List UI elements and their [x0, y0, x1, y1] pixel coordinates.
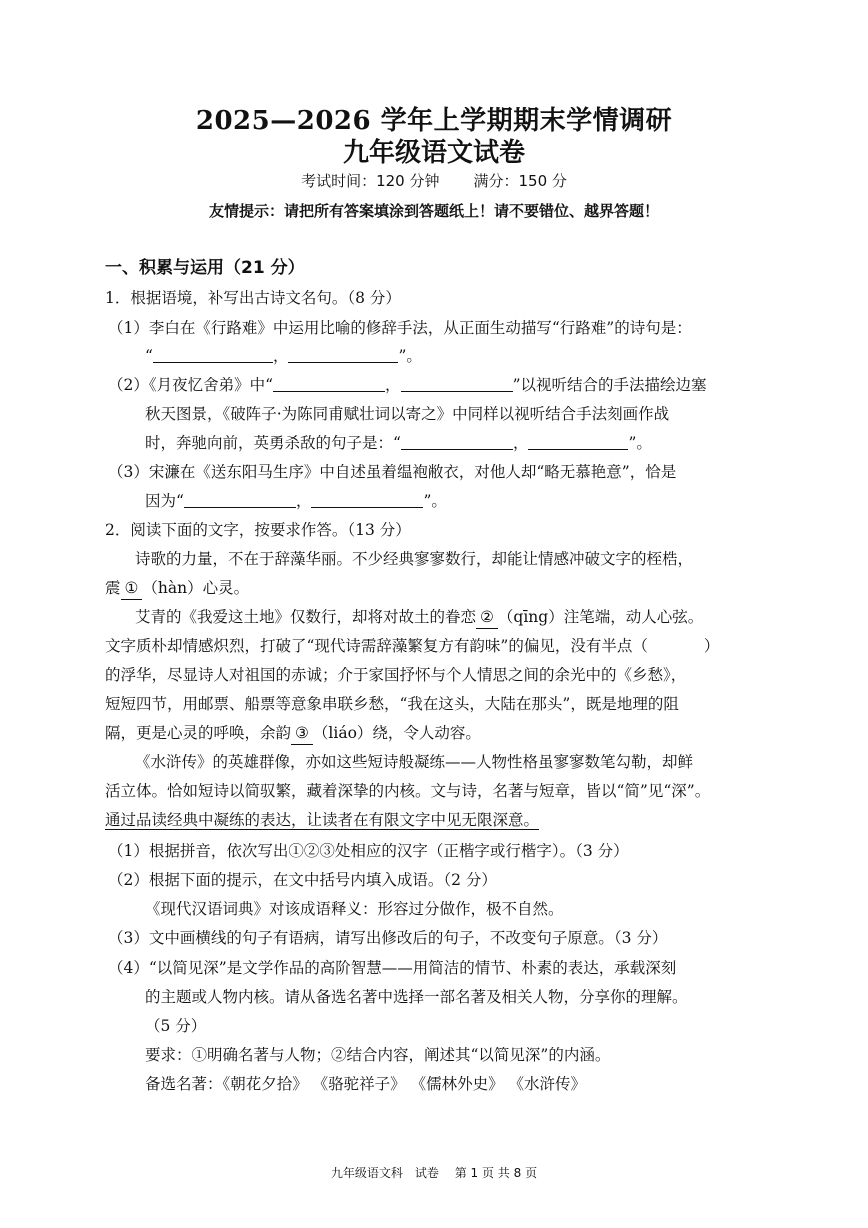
passage-p3-line2: 活立体。恰如短诗以简驭繁，藏着深挚的内核。文与诗，名著与短章，皆以“简”见“深”。	[105, 782, 711, 800]
q2-sub4-line2: 的主题或人物内核。请从备选名著中选择一部名著及相关人物，分享你的理解。	[145, 988, 688, 1006]
comma: ，	[295, 492, 312, 510]
q2-sub4-requirement: 要求：①明确名著与人物；②结合内容，阐述其“以简见深”的内涵。	[145, 1046, 611, 1064]
text-segment: （2）《月夜忆舍弟》中“	[108, 376, 274, 394]
answer-blank[interactable]	[184, 491, 296, 508]
quote-close: ”。	[398, 347, 422, 365]
text-segment: ”。	[423, 492, 447, 510]
text-segment: 因为“	[145, 492, 184, 510]
q1-sub1-blanks	[145, 345, 810, 367]
page-footer: 九年级语文科 试卷 第 1 页 共 8 页	[330, 1166, 538, 1180]
passage-p3-line3	[105, 809, 770, 831]
answer-blank[interactable]	[528, 433, 628, 450]
text-segment: ”以视听结合的手法描绘边塞	[512, 376, 707, 394]
section-title: 一、积累与运用（21 分）	[105, 258, 305, 278]
passage-p2-line2	[105, 635, 770, 657]
answer-blank[interactable]	[153, 346, 273, 363]
comma: ，	[272, 347, 289, 365]
q1-sub3-line2	[145, 490, 810, 512]
passage-p2-line3: 的浮华，尽显诗人对祖国的赤诚；介于家国抒怀与个人情思之间的余光中的《乡愁》，	[105, 666, 687, 684]
answer-blank[interactable]	[273, 375, 385, 392]
q1-sub3-line1: （3）宋濂在《送东阳马生序》中自述虽着缊袍敝衣，对他人却“略无慕艳意”，恰是	[108, 463, 677, 481]
exam-info	[0, 170, 868, 191]
passage-p2-line5	[105, 722, 770, 745]
q2-sub4-line1: （4）“以简见深”是文学作品的高阶智慧——用简洁的情节、朴素的表达，承载深刻	[108, 959, 677, 977]
blank-3[interactable]: ③	[291, 722, 313, 745]
text-segment: （qīng）注笔端，动人心弦。	[497, 608, 704, 626]
exam-time: 考试时间：120 分钟	[301, 172, 440, 190]
comma: ，	[385, 376, 401, 394]
passage-p1-line2	[105, 577, 770, 600]
underlined-sentence: 通过品读经典中凝练的表达，让读者在有限文字中见无限深意。	[105, 811, 540, 829]
text-segment: （liáo）绕，令人动容。	[312, 724, 481, 742]
q1-stem: 1．根据语境，补写出古诗文名句。（8 分）	[105, 289, 401, 307]
exam-subtitle: 九年级语文试卷	[342, 138, 525, 168]
q2-stem: 2．阅读下面的文字，按要求作答。（13 分）	[105, 521, 411, 539]
comma: ，	[512, 434, 529, 452]
q2-sub2-hint: 《现代汉语词典》对该成语释义：形容过分做作，极不自然。	[145, 900, 564, 918]
exam-score: 满分：150 分	[473, 172, 567, 190]
q2-sub4-score: （5 分）	[145, 1017, 207, 1035]
q1-sub2-line3	[145, 432, 810, 454]
text-segment: （hàn）心灵。	[142, 579, 250, 597]
q2-sub3: （3）文中画横线的句子有语病，请写出修改后的句子，不改变句子原意。（3 分）	[108, 929, 668, 947]
blank-2[interactable]: ②	[476, 606, 498, 629]
text-segment: 震	[105, 579, 121, 597]
q1-sub2-line1	[108, 374, 773, 396]
text-segment: 时，奔驰向前，英勇杀敌的句子是：“	[145, 434, 401, 452]
q1-sub1-text: （1）李白在《行路难》中运用比喻的修辞手法，从正面生动描写“行路难”的诗句是：	[108, 319, 692, 337]
text-segment: 文字质朴却情感炽烈，打破了“现代诗需辞藻繁复方有韵味”的偏见，没有半点（	[105, 637, 648, 655]
q2-sub4-books: 备选名著：《朝花夕拾》 《骆驼祥子》 《儒林外史》 《水浒传》	[145, 1075, 587, 1093]
passage-p1-line1: 诗歌的力量，不在于辞藻华丽。不少经典寥寥数行，却能让情感冲破文字的桎梏，	[135, 550, 694, 568]
q2-sub1: （1）根据拼音，依次写出①②③处相应的汉字（正楷字或行楷字）。（3 分）	[108, 842, 629, 860]
q1-sub2-line2: 秋天图景，《破阵子·为陈同甫赋壮词以寄之》中同样以视听结合手法刻画作战	[145, 405, 670, 423]
blank-1[interactable]: ①	[121, 577, 143, 600]
answer-blank[interactable]	[401, 433, 513, 450]
text-segment: 隔，更是心灵的呼唤，余韵	[105, 724, 292, 742]
answer-blank[interactable]	[401, 375, 513, 392]
text-segment: ”。	[628, 434, 652, 452]
answer-blank[interactable]	[311, 491, 423, 508]
passage-p2-line4: 短短四节，用邮票、船票等意象串联乡愁，“我在这头，大陆在那头”，既是地理的阻	[105, 695, 679, 713]
exam-title: 2025—2026 学年上学期期末学情调研	[195, 106, 673, 136]
answer-blank[interactable]	[288, 346, 398, 363]
text-segment: 艾青的《我爱这土地》仅数行，却将对故土的眷恋	[135, 608, 477, 626]
q2-sub2: （2）根据下面的提示，在文中括号内填入成语。（2 分）	[108, 871, 497, 889]
text-segment: ）	[703, 637, 720, 655]
passage-p2-line1	[135, 606, 800, 629]
quote-open: “	[145, 347, 153, 365]
passage-p3-line1: 《水浒传》的英雄群像，亦如这些短诗般凝练——人物性格虽寥寥数笔勾勒，却鲜	[135, 753, 694, 771]
friendly-tip: 友情提示：请把所有答案填涂到答题纸上！请不要错位、越界答题！	[208, 202, 659, 220]
